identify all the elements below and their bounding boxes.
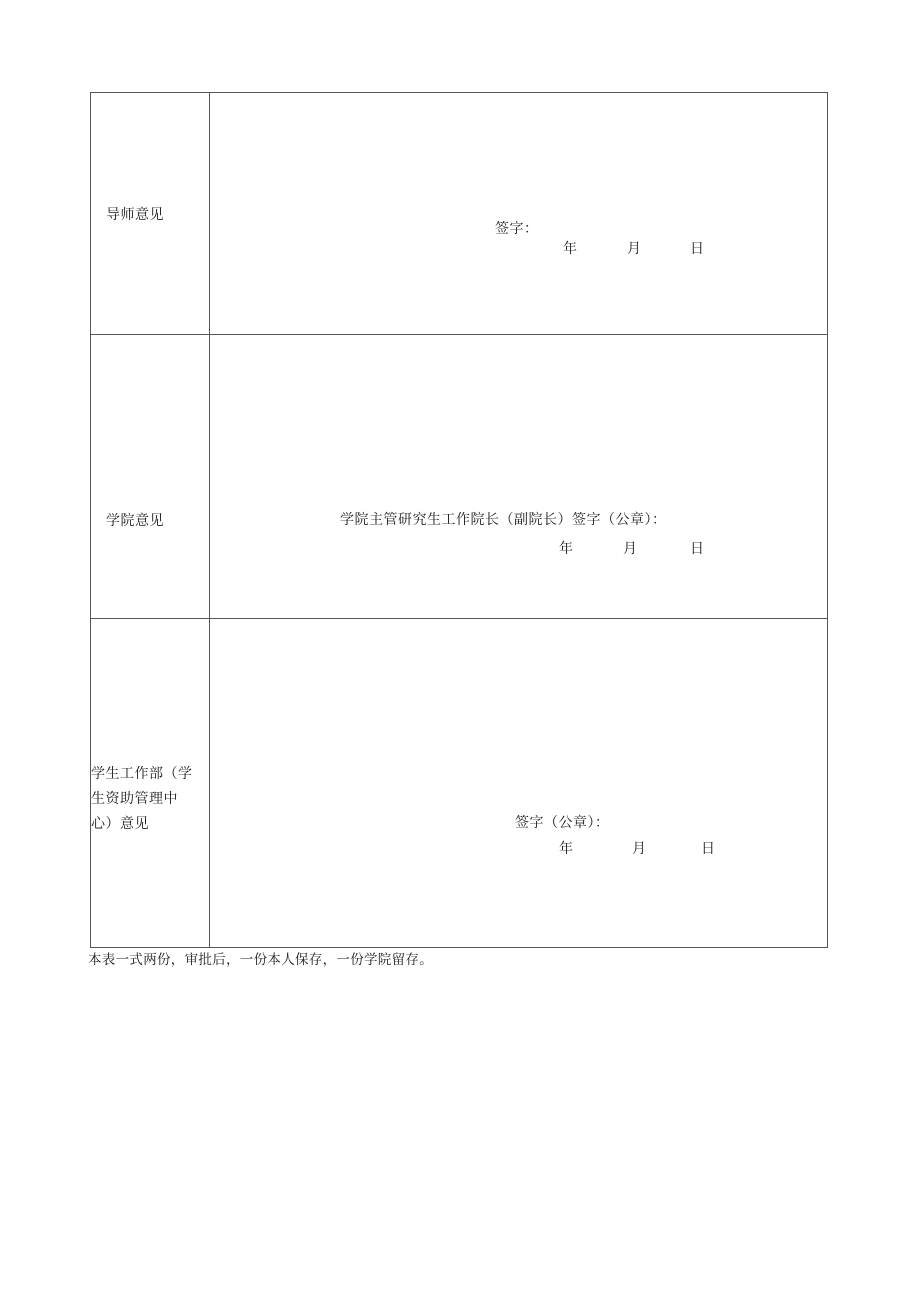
student-affairs-label-line-2: 生资助管理中: [91, 791, 178, 807]
advisor-date-month: 月: [627, 241, 642, 257]
college-date-month: 月: [623, 541, 638, 557]
advisor-date-day: 日: [690, 241, 705, 257]
student-affairs-signature-label: 签字（公章）：: [515, 815, 610, 831]
college-signature-label: 学院主管研究生工作院长（副院长）签字（公章）：: [340, 512, 667, 528]
student-affairs-date-month: 月: [632, 841, 647, 857]
advisor-opinion-field[interactable]: [210, 93, 828, 335]
student-affairs-label-line-1: 学生工作部（学: [91, 766, 193, 782]
advisor-date-year: 年: [563, 241, 578, 257]
college-opinion-label: 学院意见: [106, 513, 164, 529]
student-affairs-date-year: 年: [559, 841, 574, 857]
student-affairs-label-line-3: 心）意见: [91, 816, 149, 832]
advisor-opinion-label: 导师意见: [106, 207, 164, 223]
college-date-day: 日: [690, 541, 705, 557]
advisor-label-cell: [91, 93, 210, 335]
college-opinion-field[interactable]: [210, 335, 828, 619]
form-footnote: 本表一式两份，审批后，一份本人保存，一份学院留存。: [88, 952, 433, 968]
advisor-signature-label: 签字：: [495, 221, 539, 237]
student-affairs-opinion-field[interactable]: [210, 619, 828, 948]
college-date-year: 年: [559, 541, 574, 557]
student-affairs-label-cell: [91, 619, 210, 948]
college-label-cell: [91, 335, 210, 619]
student-affairs-opinion-row: [91, 619, 828, 948]
approval-form-table: [90, 92, 828, 948]
advisor-opinion-row: [91, 93, 828, 335]
student-affairs-opinion-label: [91, 762, 209, 837]
college-opinion-row: [91, 335, 828, 619]
student-affairs-date-day: 日: [701, 841, 716, 857]
